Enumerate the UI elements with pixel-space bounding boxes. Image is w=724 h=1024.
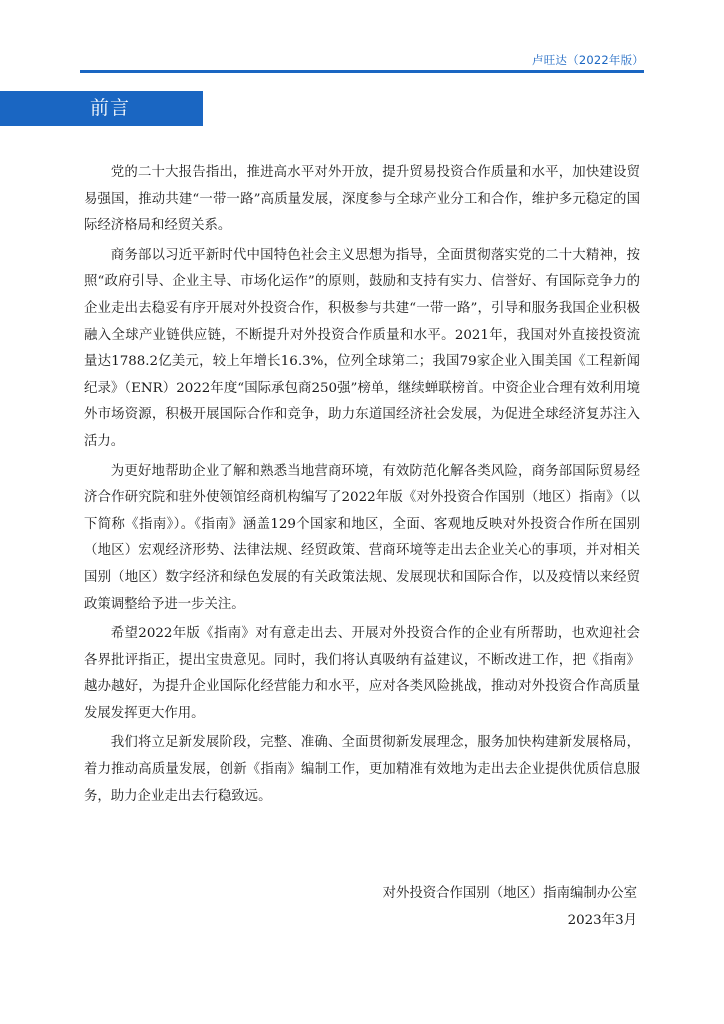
paragraph-1: 党的二十大报告指出，推进高水平对外开放，提升贸易投资合作质量和水平，加快建设贸易强国，推动共建“一带一路”高质量发展，深度参与全球产业分工和合作，维护多元稳定的国际经济格局和经贸关系。 — [84, 165, 640, 234]
section-title-band — [0, 91, 203, 126]
paragraph-2: 商务部以习近平新时代中国特色社会主义思想为指导，全面贯彻落实党的二十大精神，按照“政府引导、企业主导、市场化运作”的原则，鼓励和支持有实力、信誉好、有国际竞争力的企业走出去稳妥有序开展对外投资合作，积极参与共建“一带一路”，引导和服务我国企业积极融入全球产业链供应链，不断提升对外投资合作质量和水平。2021年，我国对外直接投资流量达1788.2亿美元，较上年增长16.3%，位列全球第二；我国79家企业入围美国《工程新闻纪录》（ENR）2022年度“国际承包商250强”榜单，继续蝉联榜首。中资企业合理有效利用境外市场资源，积极开展国际合作和竞争，助力东道国经济社会发展，为促进全球经济复苏注入活力。 — [84, 247, 640, 449]
section-title: 前言 — [90, 97, 131, 119]
paragraph-3: 为更好地帮助企业了解和熟悉当地营商环境，有效防范化解各类风险，商务部国际贸易经济合作研究院和驻外使领馆经商机构编写了2022年版《对外投资合作国别（地区）指南》（以下简称《指南》）。《指南》涵盖129个国家和地区，全面、客观地反映对外投资合作所在国别（地区）宏观经济形势、法律法规、经贸政策、营商环境等走出去企业关心的事项，并对相关国别（地区）数字经济和绿色发展的有关政策法规、发展现状和国际合作，以及疫情以来经贸政策调整给予进一步关注。 — [84, 463, 640, 612]
preface-body — [84, 160, 640, 813]
signature-office: 对外投资合作国别（地区）指南编制办公室 — [382, 886, 637, 901]
header-rule — [80, 70, 644, 73]
signature-block — [383, 880, 637, 934]
signature-date: 2023年3月 — [567, 913, 637, 928]
paragraph-4: 希望2022年版《指南》对有意走出去、开展对外投资合作的企业有所帮助，也欢迎社会各界批评指正，提出宝贵意见。同时，我们将认真吸纳有益建议，不断改进工作，把《指南》越办越好，为提升企业国际化经营能力和水平，应对各类风险挑战，推动对外投资合作高质量发展发挥更大作用。 — [84, 626, 640, 721]
paragraph-5: 我们将立足新发展阶段，完整、准确、全面贯彻新发展理念，服务加快构建新发展格局，着力推动高质量发展，创新《指南》编制工作，更加精准有效地为走出去企业提供优质信息服务，助力企业走出去行稳致远。 — [84, 735, 640, 804]
running-header: 卢旺达（2022年版） — [532, 53, 644, 67]
